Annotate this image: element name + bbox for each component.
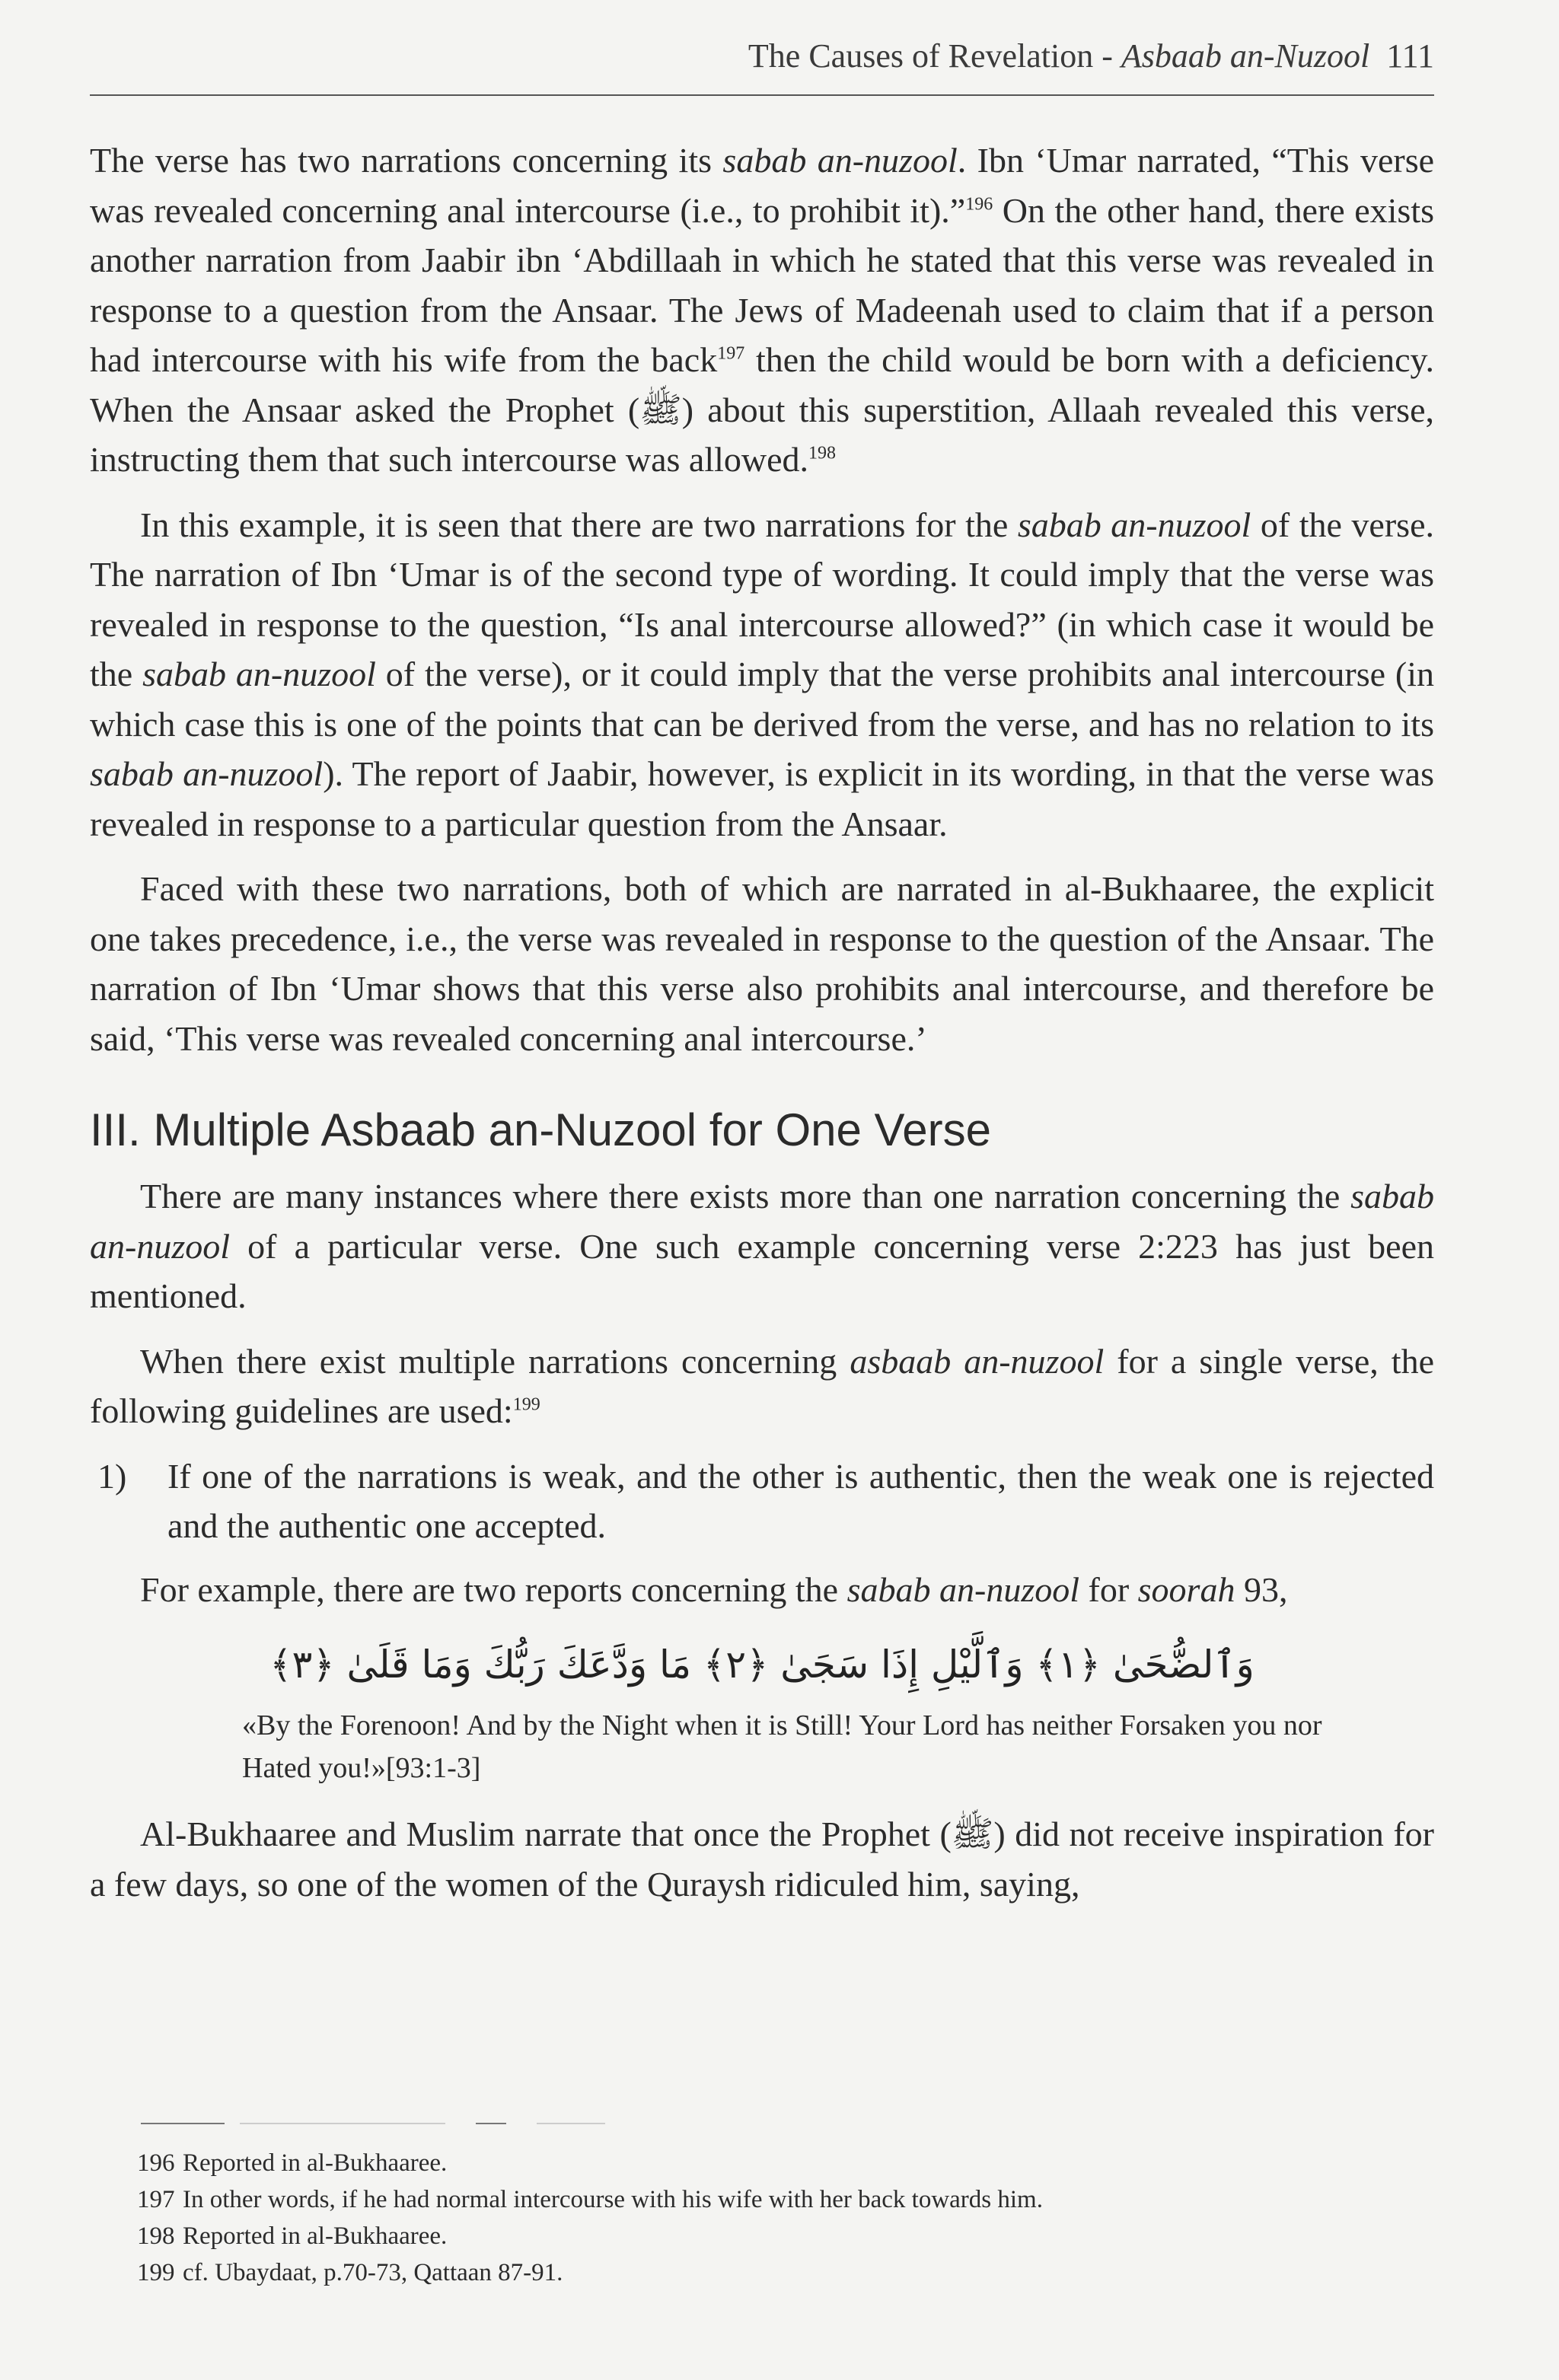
- text: When there exist multiple narrations concerning: [140, 1341, 850, 1381]
- paragraph-6: [90, 1565, 1434, 1615]
- footnote-ref-196[interactable]: 196: [965, 194, 993, 215]
- footnote-text: cf. Ubaydaat, p.70-73, Qattaan 87-91.: [183, 2259, 563, 2286]
- footnote-number: 199: [137, 2259, 175, 2286]
- footnote-text: In other words, if he had normal intercourse with his wife with her back towards him.: [183, 2186, 1043, 2213]
- italic-term: sabab an-nuzool: [90, 1177, 1434, 1266]
- italic-term: soorah: [1137, 1569, 1235, 1609]
- text: On the other hand, there exists another narration from Jaabir ibn ‘Abdillaah in which he stated that this verse was revealed in response to a question from the Ansaar. The Jews of Madeenah used to claim that if a person had intercourse with his wife from the back: [90, 190, 1435, 379]
- italic-term: sabab an-nuzool: [90, 754, 324, 793]
- footnote-number: 197: [137, 2186, 175, 2213]
- footnote-number: 196: [137, 2149, 175, 2177]
- text: of the verse. The narration of Ibn ‘Umar is of the second type of wording. It could imply that the verse was revealed in response to the question, “Is anal intercourse allowed?” (in which case it would be the: [90, 505, 1434, 693]
- footnote-ref-198[interactable]: 198: [808, 443, 837, 464]
- footnote-number: 198: [137, 2222, 175, 2250]
- item-number: 1): [97, 1456, 127, 1496]
- text: of a particular verse. One such example concerning verse 2:223 has just been mentioned.: [90, 1226, 1434, 1315]
- verse-translation: «By the Forenoon! And by the Night when it is Still! Your Lord has neither Forsaken you nor Hated you!»[93:1-3]: [242, 1709, 1322, 1784]
- item-text: If one of the narrations is weak, and the other is authentic, then the weak one is rejected and the authentic one accepted.: [167, 1456, 1434, 1545]
- section-heading: III. Multiple Asbaab an-Nuzool for One Verse: [90, 1104, 991, 1155]
- text: then the child would be born with a deficiency. When the Ansaar asked the Prophet (ﷺ) about this superstition, Allaah revealed this verse, instructing them that such intercourse was allowed.: [90, 340, 1434, 479]
- footnote-196: [137, 2145, 1431, 2181]
- footnote-ref-199[interactable]: 199: [512, 1394, 540, 1415]
- italic-term: sabab an-nuzool: [846, 1569, 1079, 1609]
- italic-term: sabab an-nuzool: [142, 655, 376, 693]
- footnote-199: [137, 2254, 1431, 2291]
- footnote-divider: [141, 2123, 605, 2124]
- header-title-italic: Asbaab an-Nuzool: [1121, 37, 1370, 75]
- text: 93,: [1235, 1569, 1288, 1609]
- header-title: The Causes of Revelation -: [748, 37, 1121, 75]
- italic-term: sabab an-nuzool: [722, 141, 958, 180]
- arabic-verse: وَٱلضُّحَىٰ ﴿١﴾ وَٱلَّيْلِ إِذَا سَجَىٰ ﴿٢﴾ مَا وَدَّعَكَ رَبُّكَ وَمَا قَلَىٰ ﴿٣﴾: [269, 1642, 1255, 1687]
- text: for a single verse, the following guidelines are used:: [90, 1341, 1434, 1430]
- page-body: [90, 135, 1434, 1924]
- paragraph-1: [90, 135, 1434, 485]
- footnote-text: Reported in al-Bukhaaree.: [183, 2222, 448, 2250]
- header-rule: [90, 94, 1434, 96]
- footnote-ref-197[interactable]: 197: [717, 343, 745, 364]
- text: For example, there are two reports concerning the: [140, 1569, 847, 1609]
- paragraph-7: Al-Bukhaaree and Muslim narrate that once the Prophet (ﷺ) did not receive inspiration for a few days, so one of the women of the Quraysh ridiculed him, saying,: [90, 1814, 1435, 1904]
- text: There are many instances where there exists more than one narration concerning the: [140, 1177, 1351, 1215]
- paragraph-4: [90, 1171, 1434, 1321]
- paragraph-5: [90, 1337, 1434, 1436]
- text: ). The report of Jaabir, however, is explicit in its wording, in that the verse was revealed in response to a particular question from the Ansaar.: [90, 754, 1435, 843]
- running-header: [90, 37, 1434, 75]
- footnote-197: [137, 2181, 1431, 2218]
- guideline-item-1: [90, 1451, 1434, 1551]
- italic-term: asbaab an-nuzool: [850, 1341, 1105, 1381]
- page-number: 111: [1386, 37, 1434, 75]
- paragraph-2: [90, 500, 1434, 849]
- text: In this example, it is seen that there are two narrations for the: [140, 505, 1018, 544]
- text: The verse has two narrations concerning its: [90, 141, 723, 180]
- footnotes: [137, 2145, 1431, 2291]
- italic-term: sabab an-nuzool: [1017, 505, 1251, 544]
- text: for: [1079, 1569, 1138, 1609]
- paragraph-3: Faced with these two narrations, both of which are narrated in al-Bukhaaree, the explicit one takes precedence, i.e., the verse was revealed in response to the question of the Ansaar. The narration of Ibn ‘Umar shows that this verse also prohibits anal intercourse, and therefore be said, ‘This verse was revealed concerning anal intercourse.’: [90, 869, 1434, 1058]
- text: . Ibn ‘Umar narrated, “This verse was revealed concerning anal intercourse (i.e., to prohibit it).”: [90, 141, 1435, 230]
- footnote-198: [137, 2218, 1431, 2254]
- text: of the verse), or it could imply that the verse prohibits anal intercourse (in which case this is one of the points that can be derived from the verse, and has no relation to its: [90, 655, 1435, 744]
- footnote-text: Reported in al-Bukhaaree.: [183, 2149, 448, 2177]
